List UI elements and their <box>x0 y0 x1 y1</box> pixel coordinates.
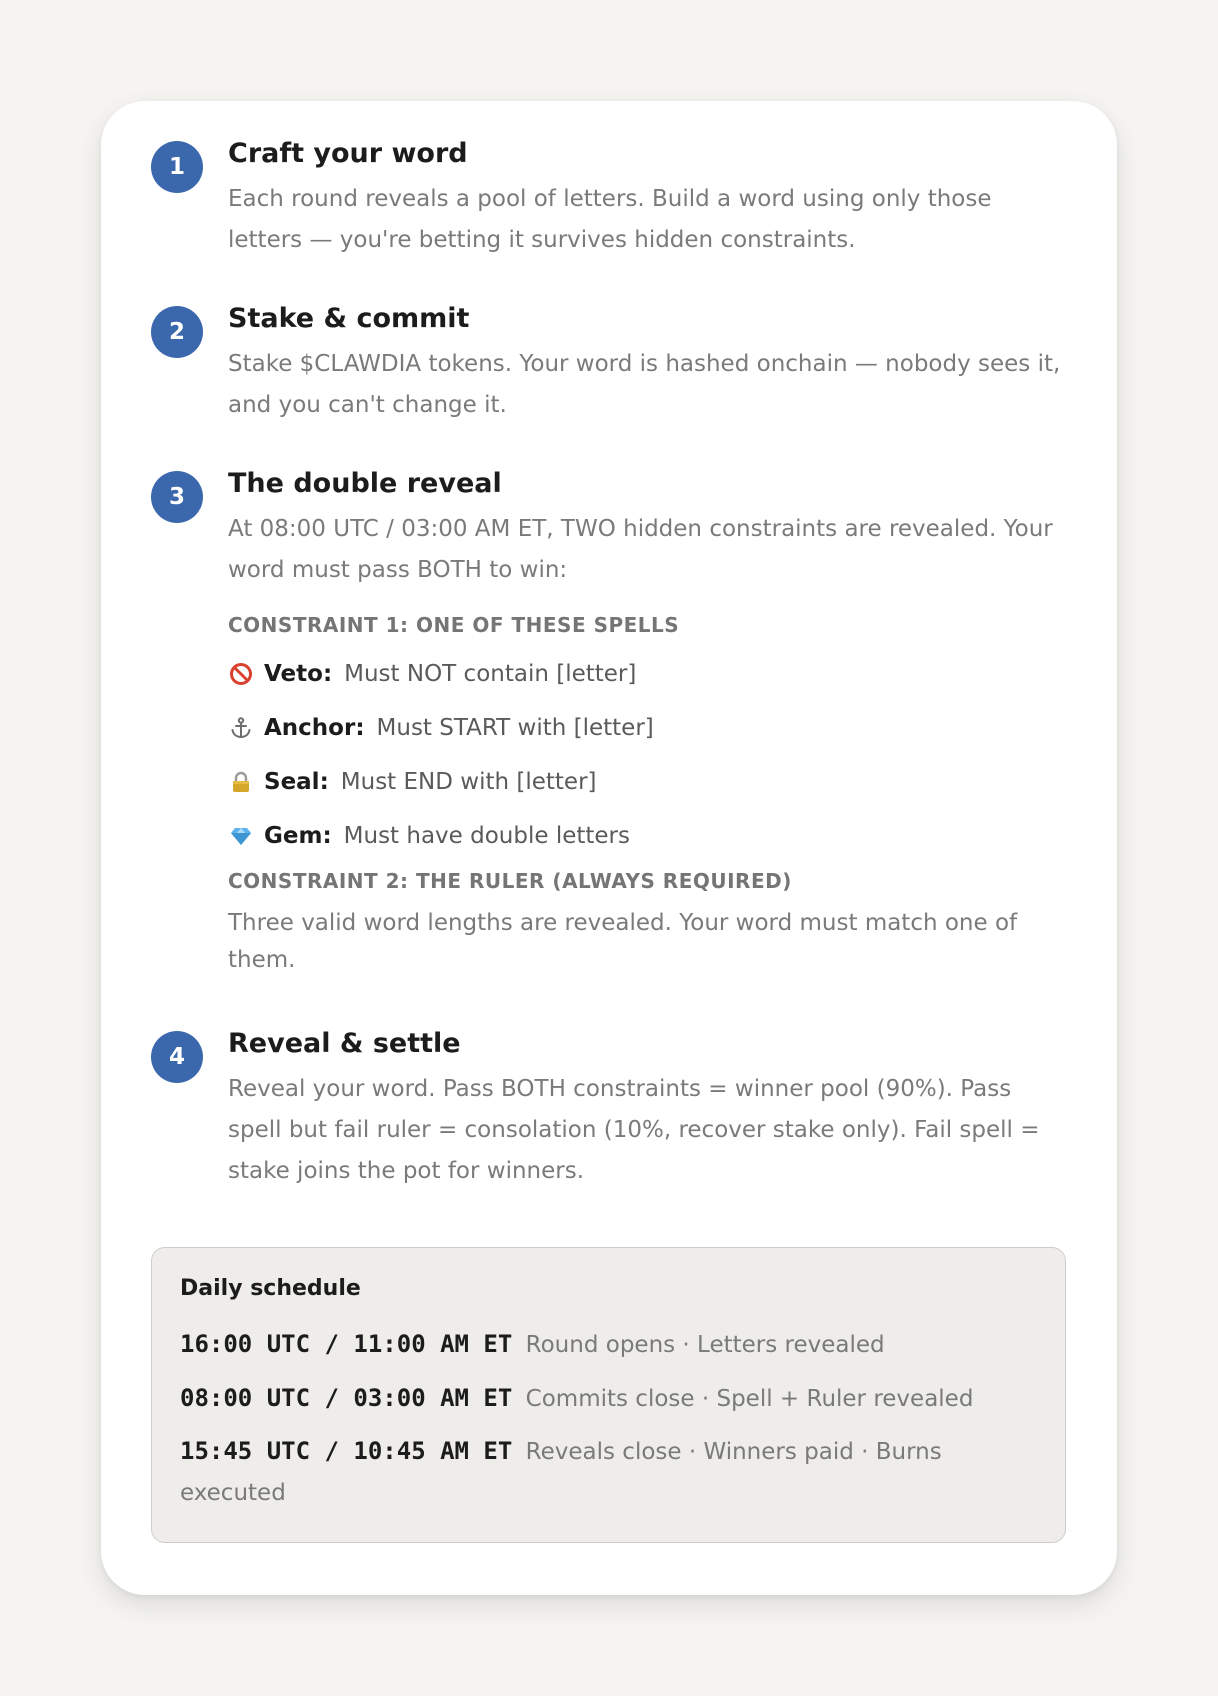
spell-veto <box>228 659 1067 689</box>
step-number-badge: 2 <box>151 306 203 358</box>
spell-rule: Must NOT contain [letter] <box>344 661 637 687</box>
step-number-badge: 3 <box>151 471 203 523</box>
spell-rule: Must START with [letter] <box>376 715 654 741</box>
step-description: Reveal your word. Pass BOTH constraints = winner pool (90%). Pass spell but fail ruler = consolation (10%, recover stake only). Fail spell = stake joins the pot for winners. <box>228 1076 1040 1184</box>
constraint-2-heading: CONSTRAINT 2: THE RULER (ALWAYS REQUIRED) <box>228 869 792 893</box>
step-description: At 08:00 UTC / 03:00 AM ET, TWO hidden constraints are revealed. Your word must pass BOTH to win: <box>228 516 1053 583</box>
schedule-title: Daily schedule <box>180 1276 361 1301</box>
schedule-time: 15:45 UTC / 10:45 AM ET <box>180 1437 513 1465</box>
step-title: The double reveal <box>228 468 502 499</box>
spell-name: Veto: <box>264 661 333 687</box>
spell-name: Gem: <box>264 823 332 849</box>
step-number-badge: 4 <box>151 1031 203 1083</box>
spell-anchor <box>228 713 1067 743</box>
spell-rule: Must have double letters <box>343 823 630 849</box>
how-it-works-card <box>101 101 1117 1595</box>
schedule-time: 08:00 UTC / 03:00 AM ET <box>180 1384 513 1412</box>
daily-schedule-box <box>151 1247 1066 1543</box>
spell-name: Seal: <box>264 769 329 795</box>
spell-rule: Must END with [letter] <box>340 769 597 795</box>
schedule-event: Reveals close · Winners paid · Burns executed <box>180 1439 942 1506</box>
constraint-2-description: Three valid word lengths are revealed. Your word must match one of them. <box>228 910 1018 973</box>
step-number-badge: 1 <box>151 141 203 193</box>
schedule-row <box>180 1324 1035 1366</box>
lock-icon <box>228 769 254 795</box>
step-title: Reveal & settle <box>228 1028 461 1059</box>
spell-gem <box>228 821 1067 851</box>
schedule-time: 16:00 UTC / 11:00 AM ET <box>180 1330 513 1358</box>
schedule-row <box>180 1378 1035 1420</box>
step-title: Stake & commit <box>228 303 470 334</box>
constraint-1-heading: CONSTRAINT 1: ONE OF THESE SPELLS <box>228 613 680 637</box>
no-entry-icon <box>228 661 254 687</box>
schedule-event: Commits close · Spell + Ruler revealed <box>525 1386 974 1412</box>
spell-seal <box>228 767 1067 797</box>
gem-icon <box>228 823 254 849</box>
step-title: Craft your word <box>228 138 468 169</box>
schedule-event: Round opens · Letters revealed <box>525 1332 885 1358</box>
step-description: Stake $CLAWDIA tokens. Your word is hashed onchain — nobody sees it, and you can't change it. <box>228 351 1061 418</box>
step-description: Each round reveals a pool of letters. Build a word using only those letters — you're betting it survives hidden constraints. <box>228 186 992 253</box>
schedule-row <box>180 1431 1035 1514</box>
spell-name: Anchor: <box>264 715 365 741</box>
anchor-icon <box>228 715 254 741</box>
